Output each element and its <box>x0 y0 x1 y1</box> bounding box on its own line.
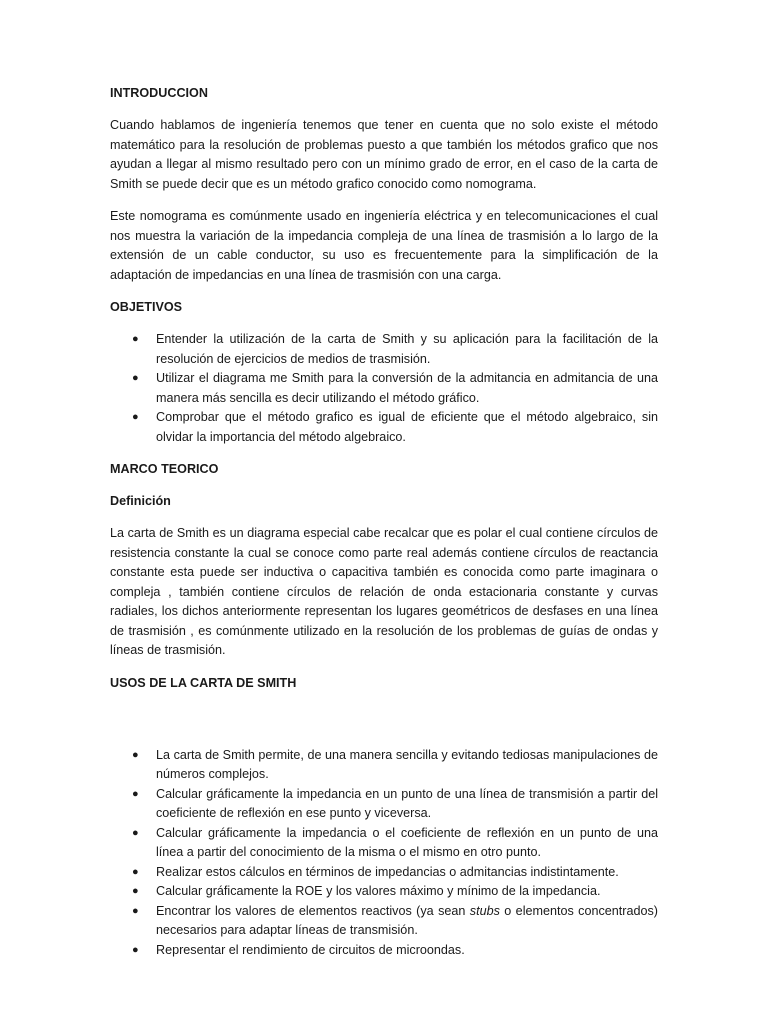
bullet-icon: ● <box>132 787 139 800</box>
list-item-text: La carta de Smith permite, de una manera sencilla y evitando tediosas manipulaciones de números complejos. <box>156 747 658 781</box>
definicion-subheading: Definición <box>110 494 171 508</box>
bullet-icon: ● <box>132 865 139 878</box>
list-item-text-after: o elementos concentrados) necesarios para adaptar líneas de transmisión. <box>156 903 658 937</box>
list-item <box>110 882 658 902</box>
objetivos-heading: OBJETIVOS <box>110 300 183 314</box>
list-item <box>110 824 658 863</box>
list-item <box>110 369 658 408</box>
list-item-text: Realizar estos cálculos en términos de impedancias o admitancias indistintamente. <box>156 864 619 879</box>
list-item-text: Representar el rendimiento de circuitos de microondas. <box>156 942 465 957</box>
list-item-text: Calcular gráficamente la ROE y los valores máximo y mínimo de la impedancia. <box>156 884 601 898</box>
bullet-icon: ● <box>132 372 139 384</box>
objetivos-list <box>110 330 658 447</box>
list-item-text-italic: stubs <box>469 903 500 918</box>
list-item-text: Entender la utilización de la carta de Smith y su aplicación para la facilitación de la resolución de ejercicios de medios de trasmisión. <box>156 332 658 366</box>
list-item <box>110 863 658 883</box>
bullet-icon: ● <box>132 748 139 761</box>
bullet-icon: ● <box>132 411 139 423</box>
marco-teorico-heading: MARCO TEORICO <box>110 462 219 476</box>
document-page <box>110 84 658 960</box>
list-item <box>110 330 658 369</box>
usos-heading: USOS DE LA CARTA DE SMITH <box>110 675 297 690</box>
list-item <box>110 941 658 961</box>
list-item-text: Calcular gráficamente la impedancia en un punto de una línea de transmisión a partir del coeficiente de reflexión en ese punto y viceversa. <box>156 786 658 820</box>
list-item-text: Calcular gráficamente la impedancia o el coeficiente de reflexión en un punto de una línea a partir del conocimiento de la misma o el mismo en otro punto. <box>156 825 658 859</box>
usos-list <box>110 746 658 961</box>
definicion-paragraph: La carta de Smith es un diagrama especial cabe recalcar que es polar el cual contiene círculos de resistencia constante la cual se conoce como parte real además contiene círculos de reactancia constante esta puede ser inductiva o capacitiva también es conocida como parte imaginara o compleja , también contiene círculos de relación de onda estacionaria constante y curvas radiales, los dichos anteriormente representan los lugares geométricos de desfases en una línea de trasmisión , es comúnmente utilizado en la resolución de los problemas de guías de ondas y líneas de trasmisión. <box>110 526 658 657</box>
list-item <box>110 746 658 785</box>
intro-paragraph-2: Este nomograma es comúnmente usado en ingeniería eléctrica y en telecomunicaciones el cual nos muestra la variación de la impedancia compleja de una línea de trasmisión a lo largo de la extensión de un cable conductor, su uso es frecuentemente para la simplificación de la adaptación de impedancias en una línea de trasmisión con una carga. <box>110 209 658 282</box>
intro-heading: INTRODUCCION <box>110 86 208 100</box>
bullet-icon: ● <box>132 885 139 897</box>
list-item <box>110 785 658 824</box>
bullet-icon: ● <box>132 826 139 839</box>
bullet-icon: ● <box>132 904 139 917</box>
bullet-icon: ● <box>132 333 139 345</box>
intro-paragraph-1: Cuando hablamos de ingeniería tenemos que tener en cuenta que no solo existe el método matemático para la resolución de problemas puesto a que también los métodos grafico que nos ayudan a llegar al mismo resultado pero con un mínimo grado de error, en el caso de la carta de Smith se puede decir que es un método grafico conocido como nomograma. <box>110 118 658 191</box>
bullet-icon: ● <box>132 943 139 956</box>
spacer <box>110 706 658 746</box>
list-item <box>110 408 658 447</box>
list-item-text: Comprobar que el método grafico es igual de eficiente que el método algebraico, sin olvidar la importancia del método algebraico. <box>156 410 658 444</box>
list-item-text: Utilizar el diagrama me Smith para la conversión de la admitancia en admitancia de una manera más sencilla es decir utilizando el método gráfico. <box>156 371 658 405</box>
list-item-text-before: Encontrar los valores de elementos reactivos (ya sean <box>156 903 470 918</box>
list-item <box>110 902 658 941</box>
